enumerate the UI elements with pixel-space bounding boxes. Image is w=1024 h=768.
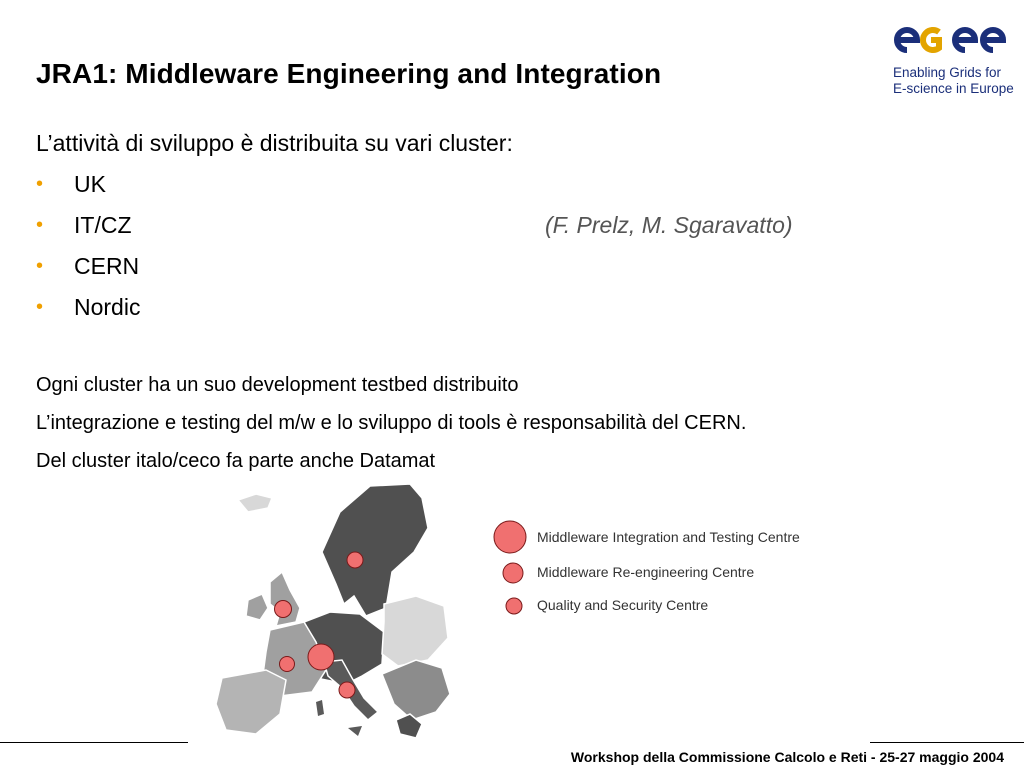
medium-marker-icon [492, 561, 532, 585]
footer-text: Workshop della Commissione Calcolo e Reti - 25-27 maggio 2004 [570, 749, 1004, 765]
centre-marker-italy-icon [339, 682, 355, 698]
slide-title: JRA1: Middleware Engineering and Integration [36, 58, 662, 89]
bullet-note: (F. Prelz, M. Sgaravatto) [545, 212, 793, 238]
bullet-text: UK [74, 171, 106, 197]
paragraph: Del cluster italo/ceco fa parte anche Datamat [36, 450, 436, 472]
bullet-icon: • [36, 296, 44, 318]
centre-marker-uk-icon [275, 601, 292, 618]
logo-tagline-2: E-science in Europe [893, 81, 1014, 96]
paragraph: L’integrazione e testing del m/w e lo sviluppo di tools è responsabilità del CERN. [36, 412, 747, 434]
logo-tagline-1: Enabling Grids for [893, 65, 1002, 80]
centre-marker-france-icon [280, 657, 295, 672]
centre-marker-cern-icon [308, 644, 334, 670]
large-marker-icon [492, 520, 532, 554]
egee-wordmark-icon [893, 20, 1013, 60]
bullet-text: IT/CZ [74, 212, 132, 238]
bullet-text: Nordic [74, 294, 141, 320]
bullet-text: CERN [74, 253, 140, 279]
paragraph: Ogni cluster ha un suo development testbed distribuito [36, 374, 519, 396]
legend-label: Quality and Security Centre [537, 597, 709, 613]
bullet-icon: • [36, 214, 44, 236]
bullet-icon: • [36, 255, 44, 277]
legend-label: Middleware Re-engineering Centre [537, 564, 755, 580]
bullet-icon: • [36, 173, 44, 195]
footer-divider-left [0, 742, 188, 743]
centre-marker-nordic-icon [347, 552, 363, 568]
egee-logo [893, 20, 1013, 98]
footer-divider-right [870, 742, 1024, 743]
small-marker-icon [492, 595, 532, 617]
intro-text: L’attività di sviluppo è distribuita su vari cluster: [36, 130, 513, 156]
legend-label: Middleware Integration and Testing Centre [537, 529, 800, 545]
europe-map [200, 482, 500, 742]
